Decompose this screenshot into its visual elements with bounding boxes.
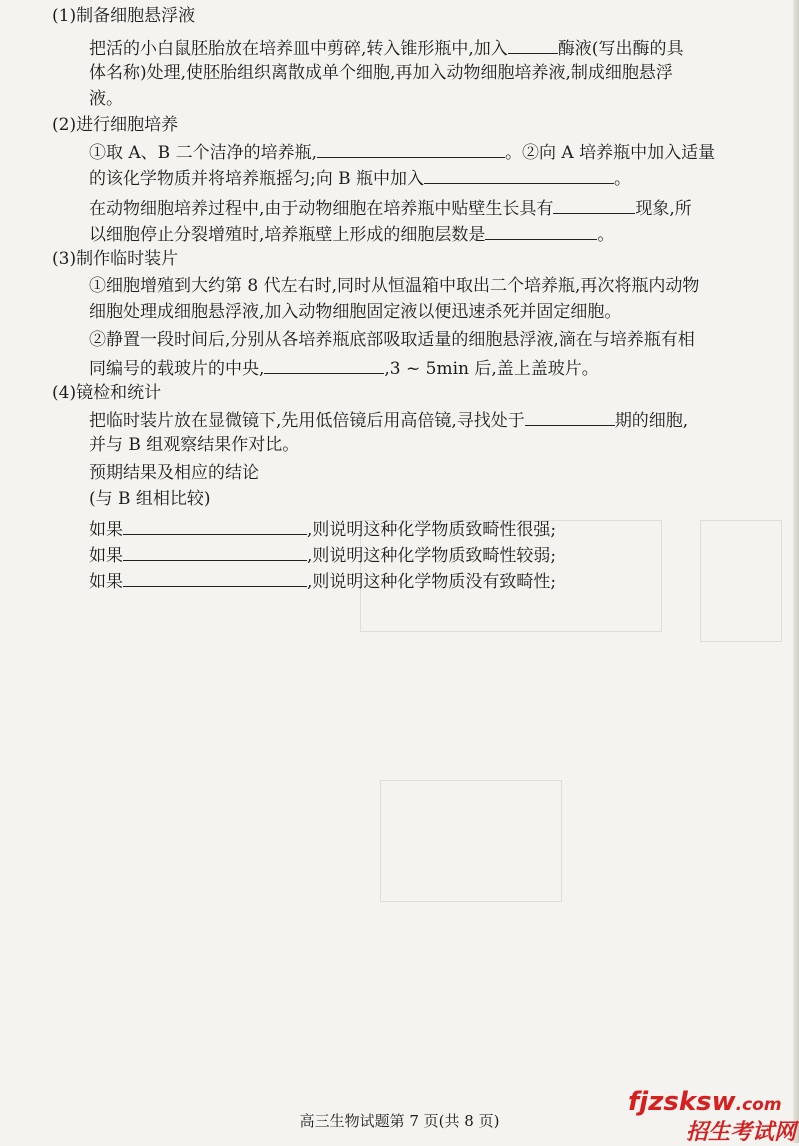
cell-phase-blank[interactable]: [525, 408, 615, 426]
section-3-line-1: ①细胞增殖到大约第 8 代左右时,同时从恒温箱中取出二个培养瓶,再次将瓶内动物: [89, 276, 700, 296]
logo-wordmark: fjzsksw.com: [628, 1087, 782, 1117]
section-1-line-2: 体名称)处理,使胚胎组织离散成单个细胞,再加入动物细胞培养液,制成细胞悬浮: [89, 63, 673, 83]
section-1-line-3: 液。: [89, 89, 123, 109]
section-4-line-4: (与 B 组相比较): [89, 489, 211, 509]
section-2-line-3: 在动物细胞培养过程中,由于动物细胞在培养瓶中贴壁生长具有 现象,所: [89, 196, 692, 220]
bottle-b-content-blank[interactable]: [424, 166, 614, 184]
section-4-line-3: 预期结果及相应的结论: [89, 463, 259, 483]
section-1-heading: (1)制备细胞悬浮液: [52, 6, 196, 26]
result-2-blank[interactable]: [123, 543, 307, 561]
section-2-heading: (2)进行细胞培养: [52, 115, 179, 135]
section-2-line-4: 以细胞停止分裂增殖时,培养瓶壁上形成的细胞层数是 。: [89, 222, 614, 246]
section-4-heading: (4)镜检和统计: [52, 383, 162, 403]
enzyme-blank[interactable]: [508, 36, 558, 54]
section-3-heading: (3)制作临时装片: [52, 249, 179, 269]
bottle-label-blank[interactable]: [317, 140, 505, 158]
stain-blank[interactable]: [264, 356, 384, 374]
result-line-1: 如果 ,则说明这种化学物质致畸性很强;: [89, 517, 556, 541]
section-3-line-4: 同编号的载玻片的中央, ,3 ~ 5min 后,盖上盖玻片。: [89, 356, 599, 380]
logo-subtitle: 招生考试网: [686, 1120, 797, 1145]
cell-layer-blank[interactable]: [485, 222, 597, 240]
page-edge-shadow: [793, 0, 799, 1143]
section-4-line-2: 并与 B 组观察结果作对比。: [89, 435, 300, 455]
site-logo: [628, 1087, 797, 1145]
result-1-blank[interactable]: [123, 517, 307, 535]
contact-inhibition-blank[interactable]: [553, 196, 635, 214]
page-footer: 高三生物试题第 7 页(共 8 页): [299, 1112, 500, 1130]
bleed-through-figure: [700, 520, 782, 642]
bleed-through-figure: [380, 780, 562, 902]
result-line-3: 如果 ,则说明这种化学物质没有致畸性;: [89, 569, 556, 593]
section-1-line-1: 把活的小白鼠胚胎放在培养皿中剪碎,转入锥形瓶中,加入 酶液(写出酶的具: [89, 36, 683, 60]
section-3-line-3: ②静置一段时间后,分别从各培养瓶底部吸取适量的细胞悬浮液,滴在与培养瓶有相: [89, 330, 695, 350]
result-line-2: 如果 ,则说明这种化学物质致畸性较弱;: [89, 543, 556, 567]
section-2-line-2: 的该化学物质并将培养瓶摇匀;向 B 瓶中加入 。: [89, 166, 631, 190]
section-4-line-1: 把临时装片放在显微镜下,先用低倍镜后用高倍镜,寻找处于 期的细胞,: [89, 408, 688, 432]
section-3-line-2: 细胞处理成细胞悬浮液,加入动物细胞固定液以便迅速杀死并固定细胞。: [89, 302, 622, 322]
result-3-blank[interactable]: [123, 569, 307, 587]
section-2-line-1: ①取 A、B 二个洁净的培养瓶, 。②向 A 培养瓶中加入适量: [89, 140, 715, 164]
